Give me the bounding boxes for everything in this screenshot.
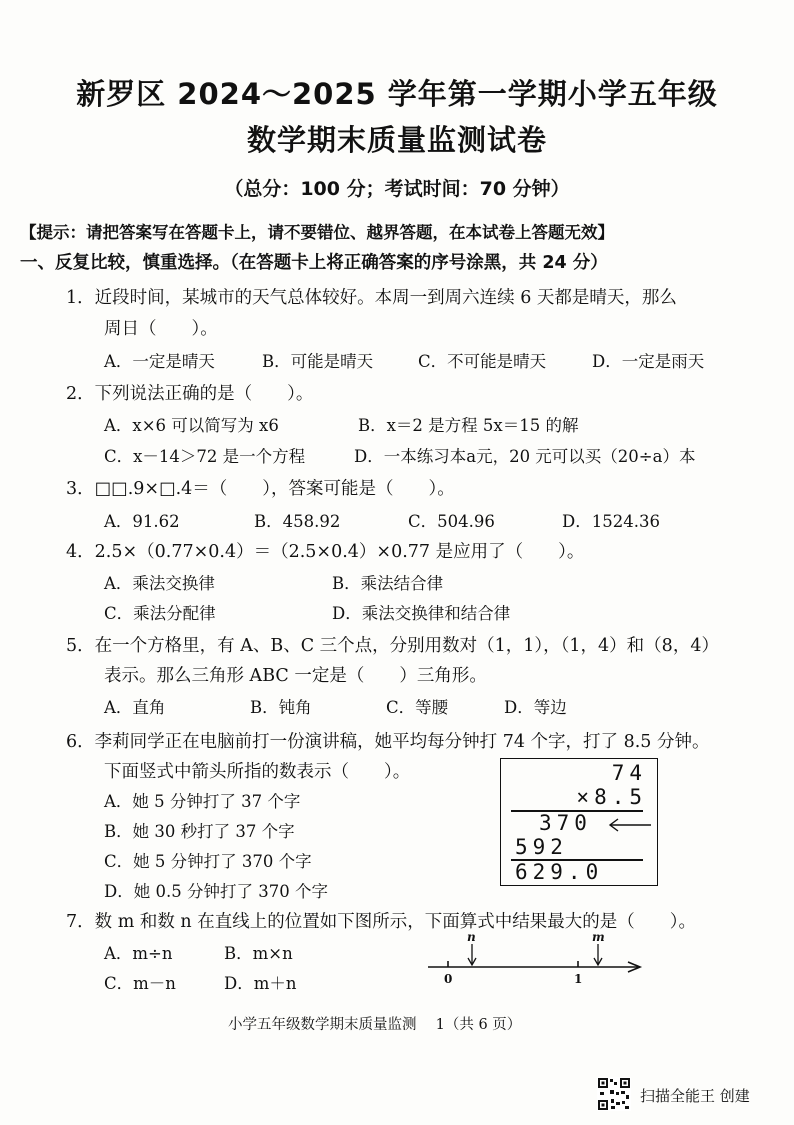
question-7-option-a: A．m÷n [104,944,173,963]
calc-row-partial-1: 370 [539,811,592,835]
calc-row-product: 629.0 [515,860,604,884]
number-line [420,930,650,990]
question-6-line2: 下面竖式中箭头所指的数表示（ ）。 [104,762,411,782]
question-5-option-d: D．等边 [504,698,567,717]
qr-code-icon [597,1077,631,1111]
number-line-tick-1: 1 [574,972,583,986]
calc-row-multiplier: ×8.5 [576,785,647,809]
question-6-option-b: B．她 30 秒打了 37 个字 [104,822,295,841]
question-2-line1: 2．下列说法正确的是（ ）。 [66,384,314,404]
question-7-option-c: C．m－n [104,974,176,993]
number-line-graphic [420,930,650,990]
question-2-option-b: B．x＝2 是方程 5x＝15 的解 [358,416,579,435]
number-line-label-m: m [592,930,605,944]
calc-row-partial-2: 592 [515,835,568,859]
question-3-line1: 3．□□.9×□.4＝（ ），答案可能是（ ）。 [66,479,455,499]
question-7-line1: 7．数 m 和数 n 在直线上的位置如下图所示，下面算式中结果最大的是（ ）。 [66,912,696,932]
question-5-option-c: C．等腰 [386,698,449,717]
question-6-option-c: C．她 5 分钟打了 370 个字 [104,852,312,871]
question-2-option-c: C．x－14＞72 是一个方程 [104,447,306,466]
question-1-option-d: D．一定是雨天 [592,352,705,371]
question-5-line2: 表示。那么三角形 ABC 一定是（ ）三角形。 [104,666,487,686]
question-1-line1: 1．近段时间，某城市的天气总体较好。本周一到周六连续 6 天都是晴天，那么 [66,288,677,308]
question-1-option-b: B．可能是晴天 [262,352,374,371]
question-5-option-b: B．钝角 [250,698,312,717]
question-4-option-b: B．乘法结合律 [332,574,444,593]
question-7-option-d: D．m＋n [224,974,297,993]
notice: 【提示：请把答案写在答题卡上，请不要错位、越界答题，在本试卷上答题无效】 [20,223,614,242]
question-3-option-b: B．458.92 [254,512,341,531]
question-5-option-a: A．直角 [104,698,166,717]
question-7-option-b: B．m×n [224,944,293,963]
calc-row-multiplicand: 74 [611,761,647,785]
vertical-multiplication-box [500,758,658,886]
number-line-tick-0: 0 [444,972,453,986]
question-4-option-a: A．乘法交换律 [104,574,215,593]
number-line-label-n: n [467,930,476,944]
question-6-option-d: D．她 0.5 分钟打了 370 个字 [104,882,328,901]
scanner-brand-text: 扫描全能王 创建 [640,1087,750,1105]
question-3-option-d: D．1524.36 [562,512,660,531]
question-4-option-d: D．乘法交换律和结合律 [332,604,511,623]
question-4-line1: 4．2.5×（0.77×0.4）＝（2.5×0.4）×0.77 是应用了（ ）。 [66,542,585,562]
question-2-option-d: D．一本练习本a元，20 元可以买（20÷a）本 [354,447,696,466]
question-3-option-a: A．91.62 [104,512,180,531]
question-4-option-c: C．乘法分配律 [104,604,216,623]
question-3-option-c: C．504.96 [408,512,495,531]
question-5-line1: 5．在一个方格里，有 A、B、C 三个点，分别用数对（1，1），（1，4）和（8，4） [66,636,719,656]
score-info: （总分：100 分；考试时间：70 分钟） [224,178,570,200]
question-6-line1: 6．李莉同学正在电脑前打一份演讲稿，她平均每分钟打 74 个字，打了 8.5 分钟。 [66,732,710,752]
exam-title-line2: 数学期末质量监测试卷 [246,123,547,157]
question-1-line2: 周日（ ）。 [104,319,218,339]
left-arrow-icon [607,815,653,835]
question-2-option-a: A．x×6 可以简写为 x6 [104,416,279,435]
question-1-option-a: A．一定是晴天 [104,352,215,371]
question-6-option-a: A．她 5 分钟打了 37 个字 [104,792,301,811]
section-heading: 一、反复比较，慎重选择。（在答题卡上将正确答案的序号涂黑，共 24 分） [20,253,608,273]
page-footer: 小学五年级数学期末质量监测 1（共 6 页） [228,1017,522,1033]
exam-title-line1: 新罗区 2024～2025 学年第一学期小学五年级 [76,77,718,111]
question-1-option-c: C．不可能是晴天 [418,352,547,371]
